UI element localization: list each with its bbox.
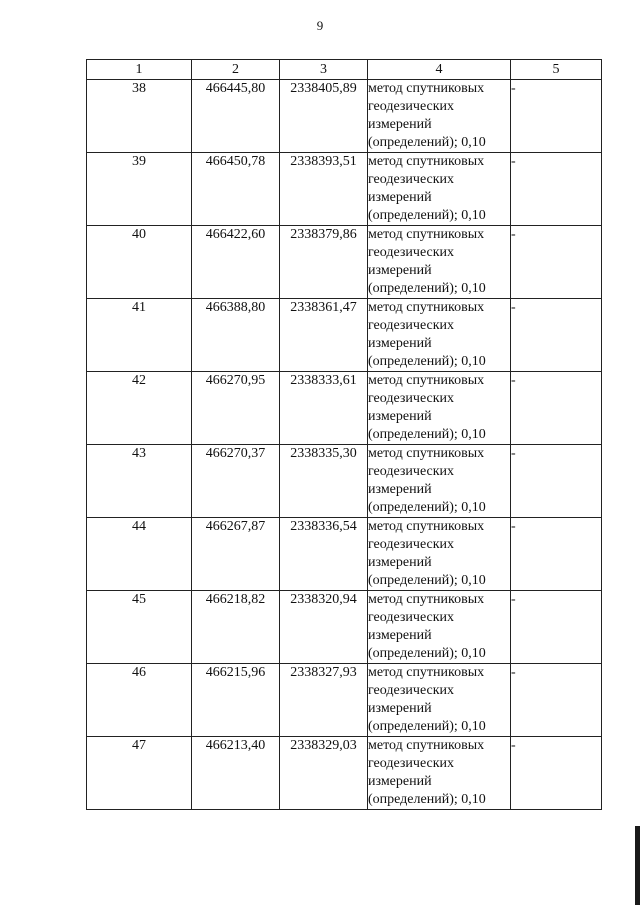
table-row [87, 80, 602, 153]
coordinates-table [86, 59, 602, 810]
point-number-cell: 42 [87, 372, 192, 445]
x-coordinate-cell: 466213,40 [192, 737, 280, 810]
point-number-cell: 44 [87, 518, 192, 591]
table-row [87, 737, 602, 810]
table-header-row [87, 60, 602, 80]
method-cell: метод спутниковых геодезических измерений (определений); 0,10 [368, 664, 511, 737]
y-coordinate-cell: 2338379,86 [280, 226, 368, 299]
point-number-cell: 46 [87, 664, 192, 737]
table-row [87, 372, 602, 445]
note-cell: - [511, 664, 602, 737]
table-row [87, 299, 602, 372]
point-number-cell: 40 [87, 226, 192, 299]
method-cell: метод спутниковых геодезических измерений (определений); 0,10 [368, 518, 511, 591]
note-cell: - [511, 80, 602, 153]
y-coordinate-cell: 2338333,61 [280, 372, 368, 445]
point-number-cell: 38 [87, 80, 192, 153]
note-cell: - [511, 737, 602, 810]
note-cell: - [511, 226, 602, 299]
note-cell: - [511, 299, 602, 372]
y-coordinate-cell: 2338320,94 [280, 591, 368, 664]
method-cell: метод спутниковых геодезических измерений (определений); 0,10 [368, 153, 511, 226]
table-row [87, 664, 602, 737]
y-coordinate-cell: 2338361,47 [280, 299, 368, 372]
point-number-cell: 39 [87, 153, 192, 226]
scan-edge-mark [635, 826, 640, 905]
method-cell: метод спутниковых геодезических измерений (определений); 0,10 [368, 591, 511, 664]
point-number-cell: 43 [87, 445, 192, 518]
y-coordinate-cell: 2338327,93 [280, 664, 368, 737]
table-body [87, 80, 602, 810]
method-cell: метод спутниковых геодезических измерений (определений); 0,10 [368, 80, 511, 153]
y-coordinate-cell: 2338393,51 [280, 153, 368, 226]
x-coordinate-cell: 466445,80 [192, 80, 280, 153]
y-coordinate-cell: 2338335,30 [280, 445, 368, 518]
header-col-2: 2 [192, 60, 280, 80]
table-row [87, 518, 602, 591]
x-coordinate-cell: 466215,96 [192, 664, 280, 737]
table-row [87, 226, 602, 299]
method-cell: метод спутниковых геодезических измерений (определений); 0,10 [368, 737, 511, 810]
x-coordinate-cell: 466270,95 [192, 372, 280, 445]
y-coordinate-cell: 2338336,54 [280, 518, 368, 591]
x-coordinate-cell: 466218,82 [192, 591, 280, 664]
x-coordinate-cell: 466267,87 [192, 518, 280, 591]
point-number-cell: 41 [87, 299, 192, 372]
note-cell: - [511, 591, 602, 664]
table-row [87, 153, 602, 226]
note-cell: - [511, 372, 602, 445]
page-number: 9 [316, 18, 324, 33]
table-row [87, 445, 602, 518]
x-coordinate-cell: 466270,37 [192, 445, 280, 518]
method-cell: метод спутниковых геодезических измерений (определений); 0,10 [368, 372, 511, 445]
header-col-5: 5 [511, 60, 602, 80]
point-number-cell: 45 [87, 591, 192, 664]
y-coordinate-cell: 2338405,89 [280, 80, 368, 153]
x-coordinate-cell: 466388,80 [192, 299, 280, 372]
note-cell: - [511, 153, 602, 226]
point-number-cell: 47 [87, 737, 192, 810]
x-coordinate-cell: 466450,78 [192, 153, 280, 226]
method-cell: метод спутниковых геодезических измерений (определений); 0,10 [368, 226, 511, 299]
method-cell: метод спутниковых геодезических измерений (определений); 0,10 [368, 299, 511, 372]
method-cell: метод спутниковых геодезических измерений (определений); 0,10 [368, 445, 511, 518]
y-coordinate-cell: 2338329,03 [280, 737, 368, 810]
x-coordinate-cell: 466422,60 [192, 226, 280, 299]
header-col-4: 4 [368, 60, 511, 80]
header-col-1: 1 [87, 60, 192, 80]
note-cell: - [511, 518, 602, 591]
note-cell: - [511, 445, 602, 518]
table-row [87, 591, 602, 664]
header-col-3: 3 [280, 60, 368, 80]
